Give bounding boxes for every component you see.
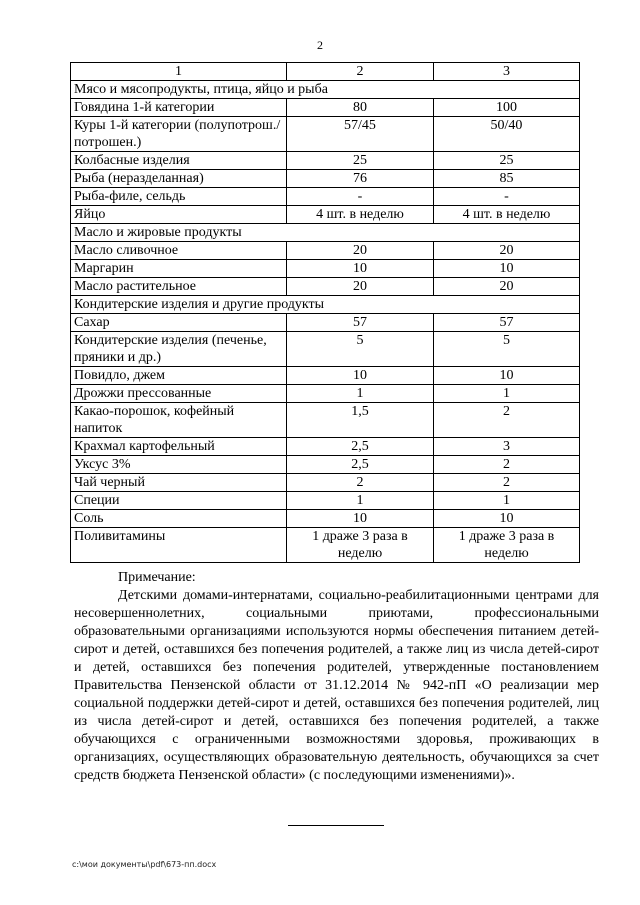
- table-row: [71, 314, 580, 332]
- product-name-cell: Куры 1-й категории (полупотрош./потрошен.): [71, 117, 287, 152]
- food-norms-table: [70, 62, 580, 563]
- product-name-cell: Маргарин: [71, 260, 287, 278]
- separator-line: [288, 825, 384, 826]
- norm-value-col2-cell: 10: [287, 260, 434, 278]
- norm-value-col2-cell: 2: [287, 474, 434, 492]
- table-row: [71, 474, 580, 492]
- norm-value-col3-cell: 5: [434, 332, 580, 367]
- norm-value-col3-cell: 85: [434, 170, 580, 188]
- norm-value-col2-cell: 1 драже 3 раза в неделю: [287, 528, 434, 563]
- page-number: 2: [317, 38, 323, 52]
- table-row: [71, 385, 580, 403]
- section-title: Кондитерские изделия и другие продукты: [71, 296, 580, 314]
- column-header-1: 1: [71, 63, 287, 81]
- norm-value-col2-cell: 10: [287, 510, 434, 528]
- norm-value-col2-cell: 1: [287, 385, 434, 403]
- table-row: [71, 403, 580, 438]
- norm-value-col2-cell: 2,5: [287, 456, 434, 474]
- note-title: Примечание:: [118, 570, 196, 585]
- note-block: [74, 569, 599, 785]
- column-header-3: 3: [434, 63, 580, 81]
- product-name-cell: Повидло, джем: [71, 367, 287, 385]
- table-row: [71, 492, 580, 510]
- norm-value-col3-cell: 4 шт. в неделю: [434, 206, 580, 224]
- norm-value-col3-cell: 1 драже 3 раза в неделю: [434, 528, 580, 563]
- section-row: [71, 296, 580, 314]
- norm-value-col2-cell: -: [287, 188, 434, 206]
- norm-value-col3-cell: 10: [434, 510, 580, 528]
- table-row: [71, 332, 580, 367]
- product-name-cell: Рыба-филе, сельдь: [71, 188, 287, 206]
- footer-file-path: c:\мои документы\pdf\673-пп.docx: [72, 860, 217, 869]
- table-row: [71, 260, 580, 278]
- product-name-cell: Сахар: [71, 314, 287, 332]
- norm-value-col3-cell: 25: [434, 152, 580, 170]
- table-row: [71, 510, 580, 528]
- product-name-cell: Чай черный: [71, 474, 287, 492]
- product-name-cell: Крахмал картофельный: [71, 438, 287, 456]
- product-name-cell: Уксус 3%: [71, 456, 287, 474]
- product-name-cell: Яйцо: [71, 206, 287, 224]
- product-name-cell: Поливитамины: [71, 528, 287, 563]
- norm-value-col2-cell: 10: [287, 367, 434, 385]
- product-name-cell: Кондитерские изделия (печенье, пряники и др.): [71, 332, 287, 367]
- table-row: [71, 206, 580, 224]
- note-text: Детскими домами-интернатами, социально-реабилитационными центрами для несовершеннолетних, социальными приютами, профессиональными образовательными организациями используются нормы обеспечения питанием детей-сирот и детей, оставшихся без попечения родителей, а также лиц из числа детей-сирот и детей, оставшихся без попечения родителей, утвержденные постановлением Правительства Пензенской области от 31.12.2014 № 942-пП «О реализации мер социальной поддержки детей-сирот и детей, оставшихся без попечения родителей, лиц из числа детей-сирот и детей, оставшихся без попечения родителей, а также обучающихся с ограниченными возможностями здоровья, проживающих в организациях, осуществляющих образовательную деятельность, обучающихся за счет средств бюджета Пензенской области» (с последующими изменениями)».: [74, 588, 599, 783]
- table-row: [71, 188, 580, 206]
- norm-value-col2-cell: 5: [287, 332, 434, 367]
- product-name-cell: Колбасные изделия: [71, 152, 287, 170]
- norm-value-col3-cell: 1: [434, 385, 580, 403]
- product-name-cell: Соль: [71, 510, 287, 528]
- table-row: [71, 242, 580, 260]
- section-row: [71, 81, 580, 99]
- table-row: [71, 170, 580, 188]
- table-row: [71, 367, 580, 385]
- norm-value-col3-cell: 10: [434, 260, 580, 278]
- table-row: [71, 278, 580, 296]
- section-title: Масло и жировые продукты: [71, 224, 580, 242]
- norm-value-col3-cell: 1: [434, 492, 580, 510]
- norm-value-col2-cell: 2,5: [287, 438, 434, 456]
- norm-value-col3-cell: 2: [434, 456, 580, 474]
- norm-value-col2-cell: 57: [287, 314, 434, 332]
- norm-value-col2-cell: 76: [287, 170, 434, 188]
- norm-value-col2-cell: 4 шт. в неделю: [287, 206, 434, 224]
- table-row: [71, 99, 580, 117]
- product-name-cell: Рыба (неразделанная): [71, 170, 287, 188]
- norm-value-col3-cell: 10: [434, 367, 580, 385]
- section-title: Мясо и мясопродукты, птица, яйцо и рыба: [71, 81, 580, 99]
- norm-value-col3-cell: 20: [434, 278, 580, 296]
- norm-value-col3-cell: 50/40: [434, 117, 580, 152]
- product-name-cell: Какао-порошок, кофейный напиток: [71, 403, 287, 438]
- section-row: [71, 224, 580, 242]
- norm-value-col3-cell: 2: [434, 474, 580, 492]
- table-row: [71, 117, 580, 152]
- norm-value-col2-cell: 1: [287, 492, 434, 510]
- product-name-cell: Дрожжи прессованные: [71, 385, 287, 403]
- norm-value-col3-cell: 2: [434, 403, 580, 438]
- product-name-cell: Специи: [71, 492, 287, 510]
- table-row: [71, 438, 580, 456]
- norm-value-col2-cell: 20: [287, 242, 434, 260]
- table-row: [71, 456, 580, 474]
- norm-value-col2-cell: 25: [287, 152, 434, 170]
- product-name-cell: Масло сливочное: [71, 242, 287, 260]
- norm-value-col3-cell: 57: [434, 314, 580, 332]
- norm-value-col2-cell: 20: [287, 278, 434, 296]
- norm-value-col3-cell: 20: [434, 242, 580, 260]
- table-row: [71, 528, 580, 563]
- table-header-row: [71, 63, 580, 81]
- norm-value-col3-cell: 100: [434, 99, 580, 117]
- norm-value-col3-cell: 3: [434, 438, 580, 456]
- column-header-2: 2: [287, 63, 434, 81]
- norm-value-col3-cell: -: [434, 188, 580, 206]
- product-name-cell: Масло растительное: [71, 278, 287, 296]
- norm-value-col2-cell: 80: [287, 99, 434, 117]
- norm-value-col2-cell: 57/45: [287, 117, 434, 152]
- norm-value-col2-cell: 1,5: [287, 403, 434, 438]
- product-name-cell: Говядина 1-й категории: [71, 99, 287, 117]
- table-row: [71, 152, 580, 170]
